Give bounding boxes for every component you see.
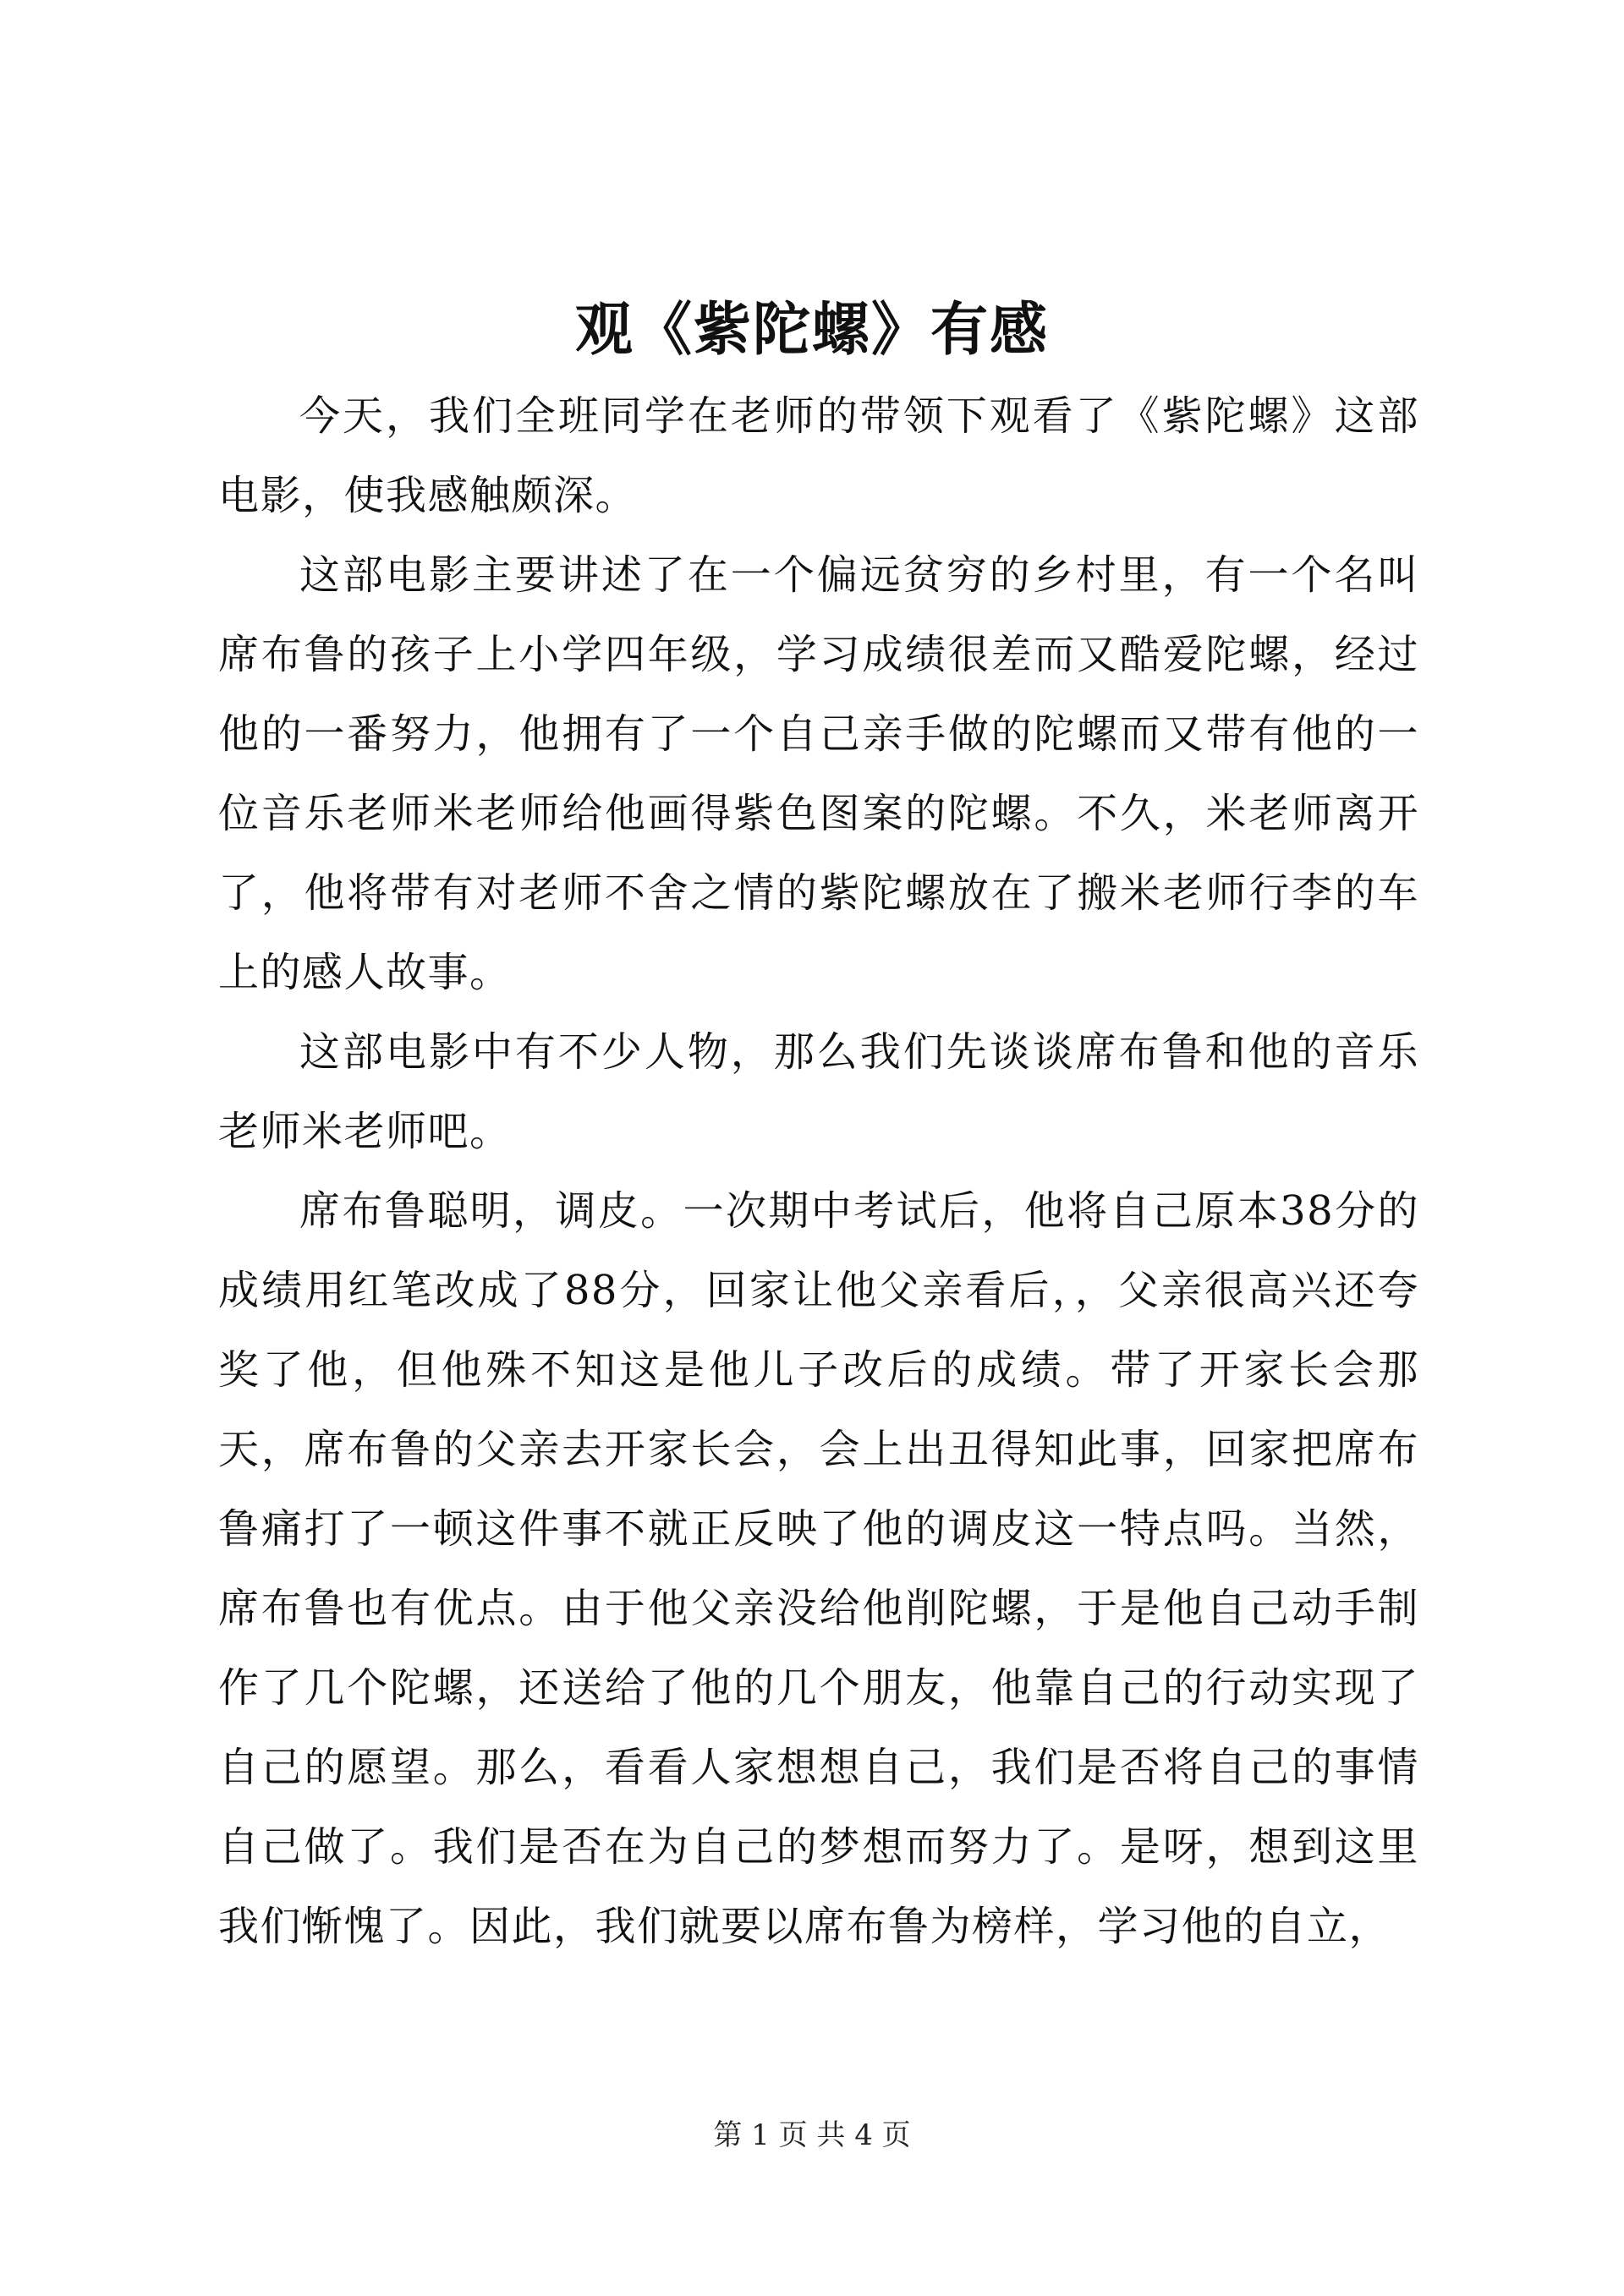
paragraph-1: 今天，我们全班同学在老师的带领下观看了《紫陀螺》这部电影，使我感触颇深。: [218, 392, 1419, 519]
paragraph-2: 这部电影主要讲述了在一个偏远贫穷的乡村里，有一个名叫席布鲁的孩子上小学四年级，学习成绩很差而又酷爱陀螺，经过他的一番努力，他拥有了一个自己亲手做的陀螺而又带有他的一位音乐老师米老师给他画得紫色图案的陀螺。不久，米老师离开了，他将带有对老师不舍之情的紫陀螺放在了搬米老师行李的车上的感人故事。: [218, 551, 1419, 996]
paragraph-3: 这部电影中有不少人物，那么我们先谈谈席布鲁和他的音乐老师米老师吧。: [218, 1028, 1419, 1155]
page-title: 观《紫陀螺》有感: [574, 296, 1049, 364]
paragraph-4: 席布鲁聪明，调皮。一次期中考试后，他将自己原本38分的成绩用红笔改成了88分，回家让他父亲看后，，父亲很高兴还夸奖了他，但他殊不知这是他儿子改后的成绩。带了开家长会那天，席布鲁的父亲去开家长会，会上出丑得知此事，回家把席布鲁痛打了一顿这件事不就正反映了他的调皮这一特点吗。当然，席布鲁也有优点。由于他父亲没给他削陀螺，于是他自己动手制作了几个陀螺，还送给了他的几个朋友，他靠自己的行动实现了自己的愿望。那么，看看人家想想自己，我们是否将自己的事情自己做了。我们是否在为自己的梦想而努力了。是呀，想到这里我们惭愧了。因此，我们就要以席布鲁为榜样，学习他的自立，: [218, 1187, 1419, 1950]
page-footer: 第 1 页 共 4 页: [713, 2118, 911, 2152]
document-body: [218, 376, 1419, 1966]
